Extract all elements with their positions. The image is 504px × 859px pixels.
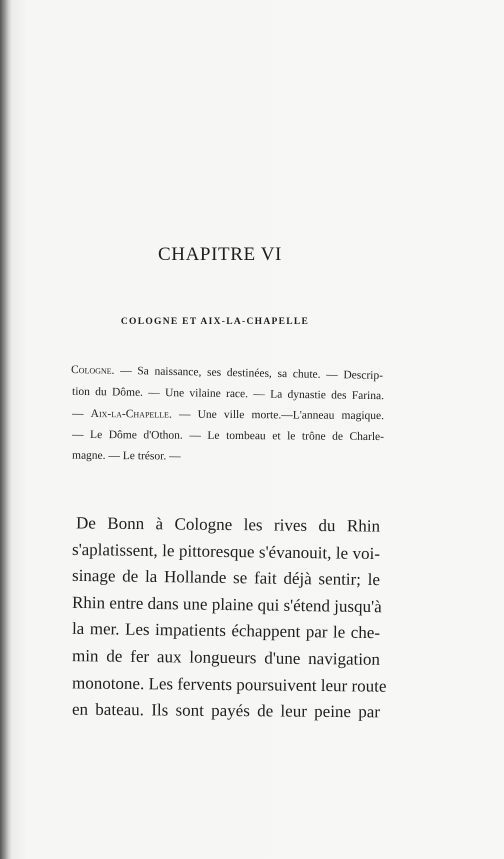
body-line-text: sinage de la Hollande se fait déjà sentir; le bbox=[71, 566, 381, 590]
body-paragraph bbox=[71, 513, 387, 726]
body-line-text: De Bonn à Cologne les rives du Rhin bbox=[75, 513, 381, 536]
body-line bbox=[72, 564, 380, 595]
body-line bbox=[72, 698, 380, 727]
summary-text: — Le Dôme d'Othon. — Le tombeau et le trône de Charle- bbox=[71, 428, 385, 444]
page-gutter bbox=[0, 0, 12, 859]
summary-text: . — Sa naissance, ses destinées, sa chute. — Descrip- bbox=[111, 364, 384, 382]
body-line-text: min de fer aux longueurs d'une navigation bbox=[71, 646, 381, 669]
chapter-title: CHAPITRE VI bbox=[158, 244, 282, 265]
body-line bbox=[71, 671, 387, 701]
chapter-summary bbox=[72, 364, 384, 469]
summary-line bbox=[72, 447, 384, 471]
body-line bbox=[72, 511, 380, 541]
summary-text: . — Une ville morte.—L'anneau magique. bbox=[168, 408, 385, 423]
summary-line bbox=[72, 405, 384, 428]
summary-text: magne. — Le trésor. — bbox=[71, 449, 181, 463]
summary-text: — bbox=[71, 407, 91, 421]
body-line-text: en bateau. Ils sont payés de leur peine par bbox=[71, 699, 381, 722]
summary-text: tion du Dôme. — Une vilaine race. — La dynastie des Farina. bbox=[71, 385, 385, 403]
chapter-subtitle: COLOGNE ET AIX-LA-CHAPELLE bbox=[120, 317, 310, 327]
body-line bbox=[72, 644, 380, 674]
body-line bbox=[72, 617, 380, 648]
summary-place-cologne: Cologne bbox=[70, 364, 112, 377]
body-line-text: la mer. Les impatients échappent par le che- bbox=[71, 619, 381, 643]
summary-line bbox=[72, 426, 384, 449]
summary-place-aix: Aix-la-Chapelle bbox=[90, 408, 170, 421]
body-line-text: s'aplatissent, le pittoresque s'évanouit, le voi- bbox=[71, 539, 381, 563]
body-line-text: Rhin entre dans une plaine qui s'étend jusqu'à bbox=[71, 592, 382, 616]
body-line-text: monotone. Les fervents poursuivent leur route bbox=[71, 672, 387, 696]
